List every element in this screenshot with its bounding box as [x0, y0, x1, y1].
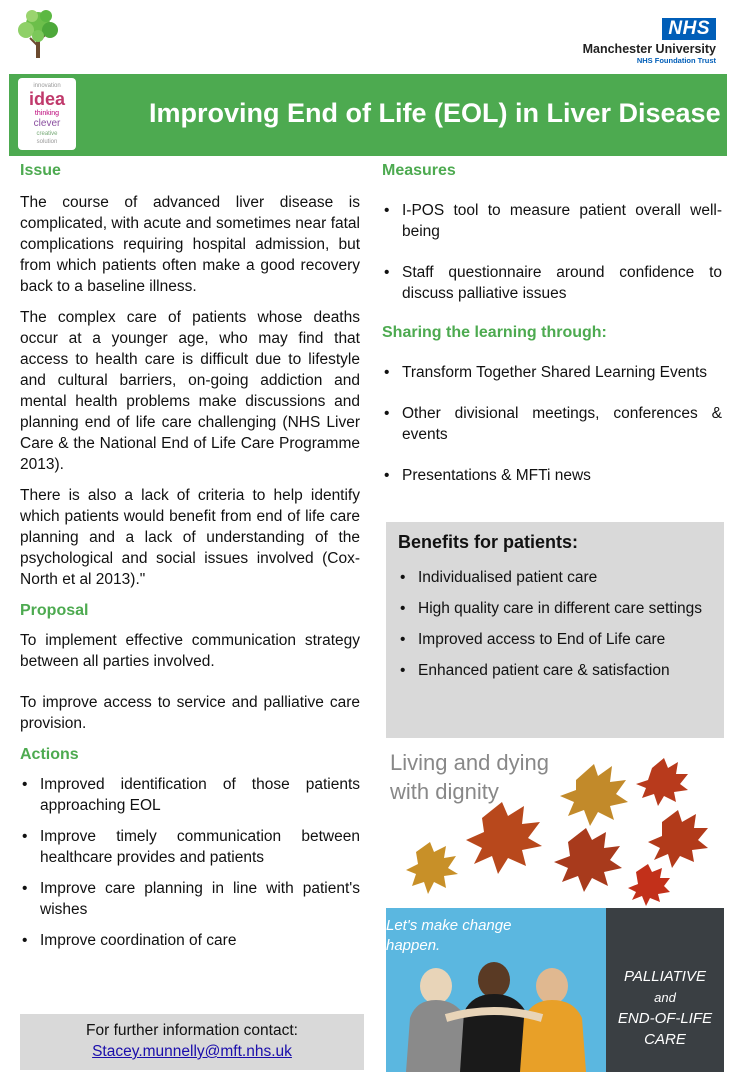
autumn-leaves-icon	[386, 742, 724, 906]
list-item: • Improved identification of those patients approaching EOL	[20, 774, 360, 816]
proposal-paragraph-2: To improve access to service and palliative care provision.	[20, 694, 360, 732]
issue-paragraph-3: There is also a lack of criteria to help identify which patients would benefit from end of life care planning and a lack of understanding of the psychological and social issues involved (Cox- North et al 2013)."	[20, 487, 360, 588]
issue-paragraph-2: The complex care of patients whose deaths occur at a younger age, who may find that access to health care is difficult due to lifestyle and cultural barriers, on-going addiction and mental health problems make discussions and planning end of life care challenging (NHS Liver Care & the National End of Life Care Programme 2013).	[20, 309, 360, 473]
measures-heading: Measures	[382, 162, 456, 179]
svg-text:innovation: innovation	[33, 83, 61, 89]
list-item: • I-POS tool to measure patient overall well-being	[382, 200, 722, 242]
benefits-heading: Benefits for patients:	[398, 532, 579, 552]
header-bar	[0, 0, 752, 74]
list-item: • Improve coordination of care	[20, 930, 360, 951]
palliative-tagline-line-2: happen.	[386, 937, 441, 954]
palliative-label-line-4: CARE	[644, 1031, 686, 1048]
right-column	[382, 162, 722, 496]
contact-box	[20, 1014, 364, 1070]
org-subtitle: NHS Foundation Trust	[636, 56, 716, 65]
nhs-trust-logo	[583, 18, 716, 65]
list-item: • Improve care planning in line with patient's wishes	[20, 878, 360, 920]
benefits-list	[398, 567, 712, 681]
tree-logo-icon	[14, 6, 62, 62]
svg-text:thinking: thinking	[34, 110, 60, 117]
idea-word-cloud-image	[18, 78, 76, 150]
list-item: • Improve timely communication between healthcare provides and patients	[20, 826, 360, 868]
palliative-tagline-line-1: Let's make change	[386, 917, 512, 934]
page-title: Improving End of Life (EOL) in Liver Disease	[149, 98, 721, 128]
proposal-heading: Proposal	[20, 602, 89, 619]
list-item: • Transform Together Shared Learning Events	[382, 362, 722, 383]
list-item: • Staff questionnaire around confidence to discuss palliative issues	[382, 262, 722, 304]
list-item: • Enhanced patient care & satisfaction	[398, 660, 712, 681]
list-item: • Improved access to End of Life care	[398, 629, 712, 650]
palliative-label-line-3: END-OF-LIFE	[617, 1010, 713, 1027]
palliative-care-image	[386, 908, 724, 1072]
list-item: • Individualised patient care	[398, 567, 712, 588]
list-item: • Other divisional meetings, conferences & events	[382, 403, 722, 445]
proposal-paragraph-1: To implement effective communication strategy between all parties involved.	[20, 632, 360, 670]
org-name: Manchester University	[582, 42, 716, 56]
dignity-caption-line-1: Living and dying	[390, 750, 550, 775]
nhs-logo: NHS	[662, 18, 716, 40]
palliative-label-line-1: PALLIATIVE	[624, 968, 706, 985]
dignity-caption-line-2: with dignity	[390, 779, 499, 804]
people-embracing-icon	[386, 908, 606, 1072]
contact-email-link[interactable]: Stacey.munnelly@mft.nhs.uk	[92, 1043, 292, 1060]
dignity-leaves-image	[386, 742, 724, 906]
svg-text:clever: clever	[33, 118, 61, 129]
actions-list	[20, 774, 360, 951]
palliative-label	[610, 966, 720, 1050]
actions-heading: Actions	[20, 746, 79, 763]
list-item: • Presentations & MFTi news	[382, 465, 722, 486]
benefits-panel	[386, 522, 724, 738]
palliative-label-line-2: and	[654, 990, 676, 1005]
list-item: • High quality care in different care settings	[398, 598, 712, 619]
svg-text:solution: solution	[36, 139, 58, 145]
sharing-list	[382, 362, 722, 486]
left-column	[20, 162, 360, 961]
issue-paragraph-1: The course of advanced liver disease is complicated, with acute and sometimes near fatal complications requiring hospital admission, but from which patients often make a good recovery back to a baseline illness.	[20, 194, 360, 295]
sharing-heading: Sharing the learning through:	[382, 324, 607, 341]
contact-label: For further information contact:	[86, 1022, 298, 1039]
issue-heading: Issue	[20, 162, 61, 179]
title-banner	[9, 74, 727, 156]
measures-list	[382, 200, 722, 304]
svg-text:idea: idea	[28, 89, 66, 109]
svg-text:creative: creative	[36, 131, 58, 137]
